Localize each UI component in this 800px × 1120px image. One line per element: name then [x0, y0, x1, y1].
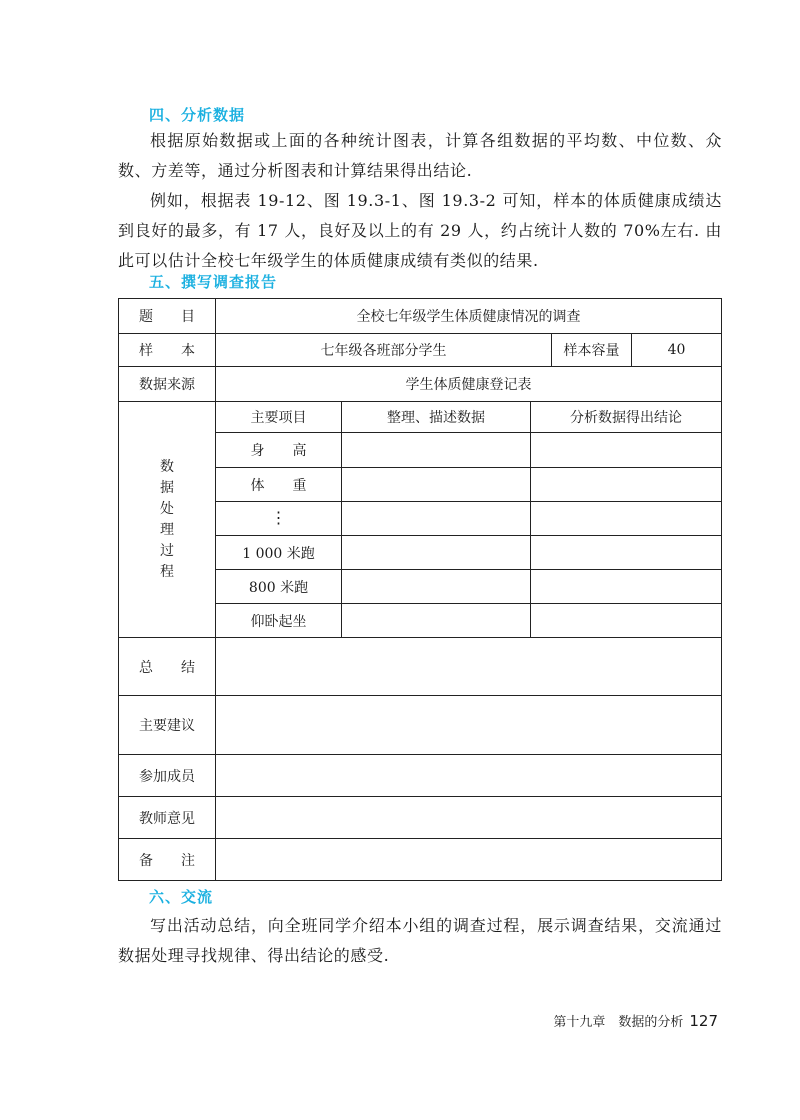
table-row-source	[119, 367, 722, 402]
title-value-cell: 全校七年级学生体质健康情况的调查	[216, 299, 722, 334]
table-row-summary	[119, 638, 722, 696]
process-item-1000m-run: 1 000 米跑	[216, 536, 342, 570]
describe-cell	[342, 536, 531, 570]
section-heading-communicate: 六、交流	[149, 888, 214, 906]
table-row-remark	[119, 839, 722, 881]
source-label-cell: 数据来源	[119, 367, 216, 402]
process-item-weight: 体 重	[216, 468, 342, 502]
table-row-title	[119, 299, 722, 334]
process-item-situps: 仰卧起坐	[216, 604, 342, 638]
paragraph-communicate: 写出活动总结，向全班同学介绍本小组的调查过程，展示调查结果，交流通过数据处理寻找规律、得出结论的感受.	[118, 916, 722, 965]
section-heading-analyze-data: 四、分析数据	[149, 106, 246, 124]
vertical-ellipsis: ⋮	[270, 508, 287, 527]
describe-cell	[342, 502, 531, 536]
conclude-cell	[531, 502, 722, 536]
conclude-cell	[531, 433, 722, 468]
process-header-item: 主要项目	[216, 402, 342, 433]
sample-size-value-cell: 40	[632, 334, 722, 367]
survey-report-table	[118, 298, 722, 881]
describe-cell	[342, 570, 531, 604]
summary-value-cell	[216, 638, 722, 696]
describe-cell	[342, 604, 531, 638]
process-item-800m-run: 800 米跑	[216, 570, 342, 604]
process-label-cell	[119, 402, 216, 638]
suggestion-value-cell	[216, 696, 722, 755]
remark-value-cell	[216, 839, 722, 881]
conclude-cell	[531, 536, 722, 570]
describe-cell	[342, 468, 531, 502]
page-footer	[553, 1011, 718, 1030]
summary-label-cell: 总 结	[119, 638, 216, 696]
process-header-describe: 整理、描述数据	[342, 402, 531, 433]
process-item-ellipsis	[216, 502, 342, 536]
remark-label-cell: 备 注	[119, 839, 216, 881]
paragraph-example: 例如，根据表 19-12、图 19.3-1、图 19.3-2 可知，样本的体质健康成绩达到良好的最多，有 17 人，良好及以上的有 29 人，约占统计人数的 70%左右. 由此可以估计全校七年级学生的体质健康成绩有类似的结果.	[118, 191, 722, 270]
describe-cell	[342, 433, 531, 468]
process-header-conclude: 分析数据得出结论	[531, 402, 722, 433]
suggestion-label-cell: 主要建议	[119, 696, 216, 755]
conclude-cell	[531, 570, 722, 604]
teacher-value-cell	[216, 797, 722, 839]
process-label-text: 数据处理过程	[160, 458, 174, 580]
conclude-cell	[531, 604, 722, 638]
section-heading-write-report: 五、撰写调查报告	[149, 273, 278, 291]
conclude-cell	[531, 468, 722, 502]
table-row-members	[119, 755, 722, 797]
table-row-teacher	[119, 797, 722, 839]
members-value-cell	[216, 755, 722, 797]
table-row-suggestion	[119, 696, 722, 755]
teacher-label-cell: 教师意见	[119, 797, 216, 839]
sample-value-cell: 七年级各班部分学生	[216, 334, 552, 367]
sample-label-cell: 样 本	[119, 334, 216, 367]
process-item-height: 身 高	[216, 433, 342, 468]
title-label-cell: 题 目	[119, 299, 216, 334]
members-label-cell: 参加成员	[119, 755, 216, 797]
table-row-process-header	[119, 402, 722, 433]
paragraph-analyze-data: 根据原始数据或上面的各种统计图表，计算各组数据的平均数、中位数、众数、方差等，通过分析图表和计算结果得出结论.	[118, 131, 722, 180]
chapter-title: 第十九章 数据的分析	[553, 1015, 684, 1030]
sample-size-label-cell: 样本容量	[552, 334, 632, 367]
page-number: 127	[689, 1012, 718, 1030]
source-value-cell: 学生体质健康登记表	[216, 367, 722, 402]
table-row-sample	[119, 334, 722, 367]
